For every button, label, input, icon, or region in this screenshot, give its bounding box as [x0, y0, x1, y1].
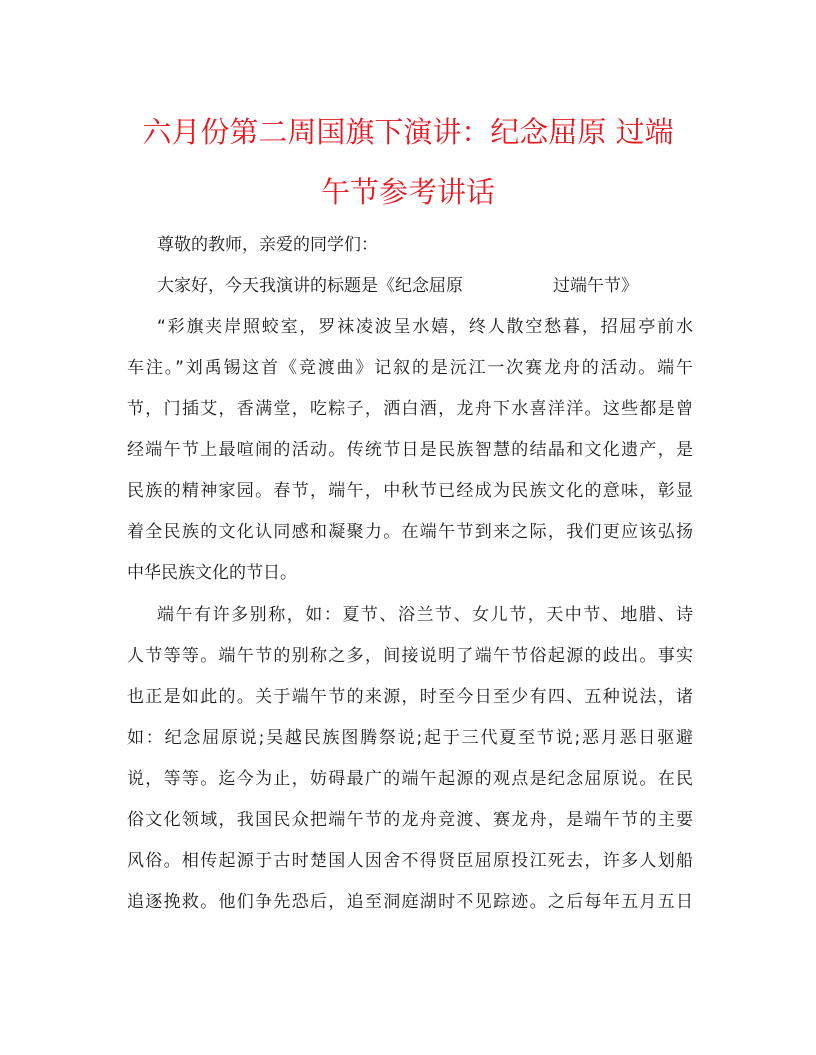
paragraph-2-line: 说，等等。迄今为止，妨碍最广的端午起源的观点是纪念屈原说。在民 — [127, 769, 693, 789]
paragraph-1-line: “彩旗夹岸照蛟室，罗袜凌波呈水嬉，终人散空愁暮，招屈亭前水 — [157, 317, 693, 337]
document-title-line-2: 午节参考讲话 — [320, 175, 495, 209]
intro-line — [127, 274, 693, 298]
paragraph-1-line: 着全民族的文化认同感和凝聚力。在端午节到来之际，我们更应该弘扬 — [127, 522, 693, 542]
paragraph-2-line: 人节等等。端午节的别称之多，间接说明了端午节俗起源的歧出。事实 — [127, 646, 693, 666]
paragraph-2-line: 也正是如此的。关于端午节的来源，时至今日至少有四、五种说法，诸 — [127, 687, 693, 707]
paragraph-2-line: 如：纪念屈原说;吴越民族图腾祭说;起于三代夏至节说;恶月恶日驱避 — [127, 728, 693, 748]
paragraph-1-line: 经端午节上最喧闹的活动。传统节日是民族智慧的结晶和文化遗产，是 — [127, 440, 693, 460]
greeting: 尊敬的教师，亲爱的同学们： — [157, 235, 378, 255]
paragraph-1-line: 民族的精神家园。春节，端午，中秋节已经成为民族文化的意味，彰显 — [127, 481, 693, 501]
paragraph-1-line: 车注。”刘禹锡这首《竞渡曲》记叙的是沅江一次赛龙舟的活动。端午 — [127, 358, 693, 378]
paragraph-1-line: 中华民族文化的节日。 — [127, 563, 297, 583]
paragraph-1-line: 节，门插艾，香满堂，吃粽子，洒白酒，龙舟下水喜洋洋。这些都是曾 — [127, 399, 693, 419]
intro-text-part-1: 大家好，今天我演讲的标题是《纪念屈原 — [157, 276, 463, 296]
paragraph-2-line: 追逐挽救。他们争先恐后，追至洞庭湖时不见踪迹。之后每年五月五日 — [127, 892, 693, 912]
paragraph-2-line: 端午有许多别称，如：夏节、浴兰节、女儿节，天中节、地腊、诗 — [157, 605, 693, 625]
document-title-line-1: 六月份第二周国旗下演讲：纪念屈原 过端 — [142, 115, 674, 149]
paragraph-2-line: 风俗。相传起源于古时楚国人因舍不得贤臣屈原投江死去，许多人划船 — [127, 851, 693, 871]
intro-text-part-2: 过端午节》 — [553, 276, 638, 296]
paragraph-2-line: 俗文化领域，我国民众把端午节的龙舟竞渡、赛龙舟，是端午节的主要 — [127, 810, 693, 830]
